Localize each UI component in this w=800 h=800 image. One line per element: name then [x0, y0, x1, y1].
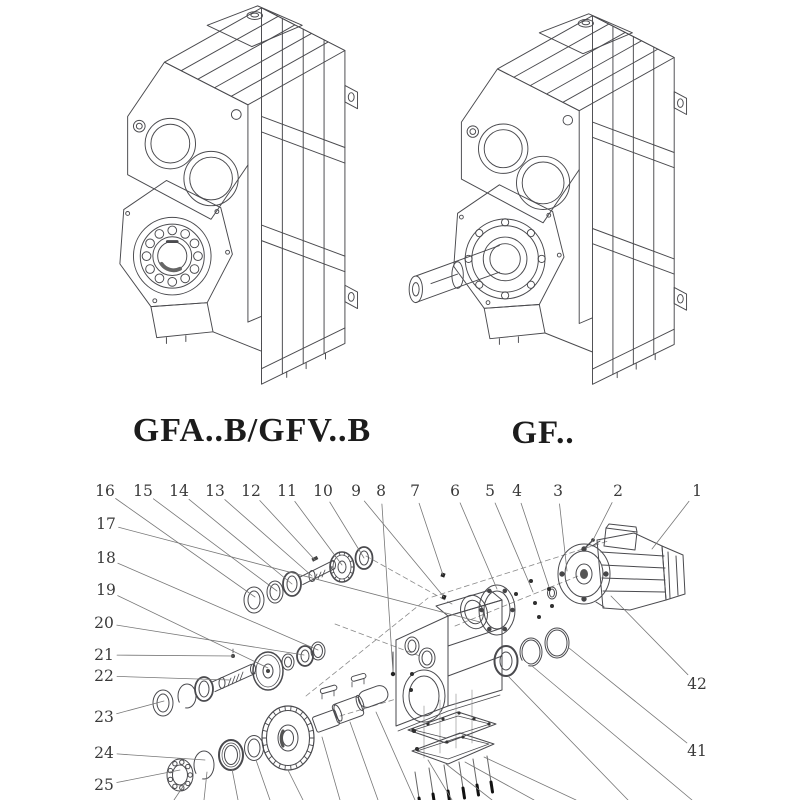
fastener-dot [537, 615, 541, 619]
callout-9: 9 [351, 482, 361, 500]
detail-dot [527, 229, 534, 236]
detail-dot [560, 572, 564, 576]
callout-8: 8 [376, 482, 386, 500]
detail-dot [527, 281, 534, 288]
callout-6: 6 [450, 482, 460, 500]
callout-17: 17 [96, 515, 116, 533]
gear-tooth [335, 576, 337, 578]
right-figure-caption: GF.. [511, 415, 575, 451]
output-shaft-assembly [167, 673, 390, 791]
detail-dot [488, 627, 492, 631]
right-gearbox-figure [409, 14, 686, 385]
leader-line-24 [117, 754, 205, 760]
callout-24: 24 [94, 744, 114, 762]
leader-line [256, 760, 270, 800]
input-shaft-assembly [244, 547, 373, 613]
gear-tooth [273, 761, 276, 765]
gear-tooth [307, 723, 311, 725]
detail-dot [188, 773, 192, 777]
leader-line-42 [611, 596, 688, 675]
gear-tooth [273, 712, 276, 716]
gasket-bolt-hole [487, 722, 490, 725]
detail-dot [168, 277, 177, 286]
gasket-bolt-hole [472, 717, 475, 720]
gear-tooth [296, 708, 298, 712]
callout-7: 7 [410, 482, 420, 500]
gear-tooth [291, 765, 292, 770]
gear-tooth [304, 756, 307, 759]
leader-line-25 [117, 770, 180, 783]
pan-bolt-head [491, 782, 493, 792]
gear-tooth [300, 712, 303, 716]
callout-14: 14 [169, 482, 189, 500]
gear-tooth [269, 756, 272, 759]
gear-tooth [265, 723, 269, 725]
callout-4: 4 [512, 482, 522, 500]
detail-dot [476, 229, 483, 236]
detail-dot [194, 252, 203, 261]
callout-13: 13 [205, 482, 225, 500]
detail-dot [155, 274, 164, 283]
leader-line [532, 666, 692, 800]
fastener-dot [412, 729, 416, 733]
detail-dot [186, 764, 190, 768]
callout-12: 12 [241, 482, 261, 500]
detail-dot [181, 274, 190, 283]
callout-21: 21 [94, 646, 114, 664]
callout-16: 16 [95, 482, 115, 500]
detail-dot [181, 230, 190, 239]
pan-bolt-shaft [429, 768, 433, 794]
detail-dot [501, 292, 508, 299]
callout-1: 1 [692, 482, 702, 500]
callout-3: 3 [553, 482, 563, 500]
gear-tooth [285, 706, 286, 711]
leader-line-6 [460, 503, 497, 589]
detail-dot [146, 265, 155, 274]
leader-line-20 [117, 625, 304, 655]
detail-dot [180, 760, 184, 764]
gear-tooth [269, 717, 272, 720]
intermediate-shaft-assembly [153, 642, 325, 716]
callout-19: 19 [96, 581, 116, 599]
gear-tooth [291, 706, 292, 711]
leader-line-7 [419, 503, 443, 575]
exploded-view [94, 482, 707, 800]
leader-line-18 [118, 563, 318, 650]
leader-line-5 [495, 503, 533, 592]
gear-tooth [263, 730, 267, 731]
leader-line-10 [330, 502, 364, 558]
gear-tooth [309, 745, 313, 746]
leader-line-15 [153, 499, 277, 591]
gear-tooth [309, 730, 313, 731]
motor-adapter-ring [479, 585, 515, 635]
motor [558, 524, 685, 610]
gear-tooth [348, 576, 350, 578]
callout-5: 5 [485, 482, 495, 500]
gasket-bolt-hole [457, 711, 460, 714]
fastener-dot [514, 592, 518, 596]
leader-line-12 [260, 501, 315, 561]
pan-bolt-shaft [473, 759, 477, 785]
fastener-dot [409, 688, 413, 692]
fastener-dot [415, 747, 419, 751]
detail-dot [173, 784, 177, 788]
callout-25: 25 [94, 776, 114, 794]
gear-tooth [265, 751, 269, 753]
detail-dot [476, 281, 483, 288]
pan-bolt-head [463, 788, 465, 798]
gasket-bolt-hole [441, 717, 444, 720]
leader-line-14 [189, 499, 292, 584]
gear-tooth [279, 764, 281, 768]
gear-tooth [331, 572, 334, 573]
detail-dot [503, 627, 507, 631]
leader-line [508, 676, 628, 800]
leader-line-22 [117, 676, 230, 680]
gear-tooth [350, 572, 353, 573]
callout-2: 2 [613, 482, 623, 500]
leader-line [288, 770, 303, 800]
detail-dot [168, 777, 172, 781]
fastener-dot [533, 601, 537, 605]
detail-dot [155, 230, 164, 239]
pan-bolt-shaft [415, 772, 419, 798]
callout-10: 10 [313, 482, 333, 500]
fastener-dot [529, 579, 533, 583]
callout-22: 22 [94, 667, 114, 685]
detail-dot [511, 608, 515, 612]
small-fastener-dots [409, 579, 554, 751]
detail-dot [142, 252, 151, 261]
pan-bolt-head [433, 794, 435, 800]
leader-line [350, 722, 378, 800]
leader-line [465, 762, 534, 800]
leader-line [204, 772, 207, 800]
gear-tooth [304, 717, 307, 720]
callout-leader-lines [116, 499, 689, 783]
detail-dot [604, 572, 608, 576]
gear-tooth [279, 708, 281, 712]
gasket-bolt-hole [445, 740, 448, 743]
callout-15: 15 [133, 482, 153, 500]
oil-pan-and-gasket [408, 690, 496, 800]
callout-41: 41 [687, 742, 707, 760]
leader-line [484, 757, 576, 800]
detail-dot [173, 762, 177, 766]
detail-dot [146, 239, 155, 248]
gear-housing [391, 572, 502, 731]
detail-dot [538, 255, 545, 262]
gasket-bolt-hole [426, 722, 429, 725]
leader-line-1 [652, 501, 689, 549]
gear-tooth [350, 561, 353, 562]
cutoff-leader-lines [174, 666, 692, 800]
detail-dot [503, 589, 507, 593]
gear-tooth [307, 751, 311, 753]
gasket-bolt-hole [461, 735, 464, 738]
detail-dot [190, 265, 199, 274]
callout-23: 23 [94, 708, 114, 726]
left-figure-caption: GFA..B/GFV..B [132, 412, 372, 449]
left-gearbox-figure [120, 6, 358, 384]
fastener-dot [410, 672, 414, 676]
callout-20: 20 [94, 614, 114, 632]
leader-line-23 [117, 701, 164, 714]
pan-bolt-head [477, 785, 479, 795]
leader-line [446, 764, 492, 800]
gear-tooth [348, 555, 350, 557]
detail-dot [501, 219, 508, 226]
detail-dot [190, 239, 199, 248]
leader-line-16 [116, 499, 255, 598]
detail-dot [168, 226, 177, 235]
leader-line-9 [364, 501, 444, 597]
leader-line [232, 769, 238, 800]
callout-42: 42 [687, 675, 707, 693]
leader-line [322, 737, 340, 800]
gear-tooth [300, 761, 303, 765]
gear-tooth [285, 765, 286, 770]
leader-line-21 [117, 655, 233, 656]
detail-dot [582, 597, 586, 601]
callout-11: 11 [277, 482, 297, 500]
fastener-dot [547, 587, 551, 591]
leader-line-2 [592, 503, 612, 542]
fastener-dot [550, 604, 554, 608]
leader-line-41 [569, 648, 687, 743]
gear-tooth [296, 764, 298, 768]
callout-18: 18 [96, 549, 116, 567]
